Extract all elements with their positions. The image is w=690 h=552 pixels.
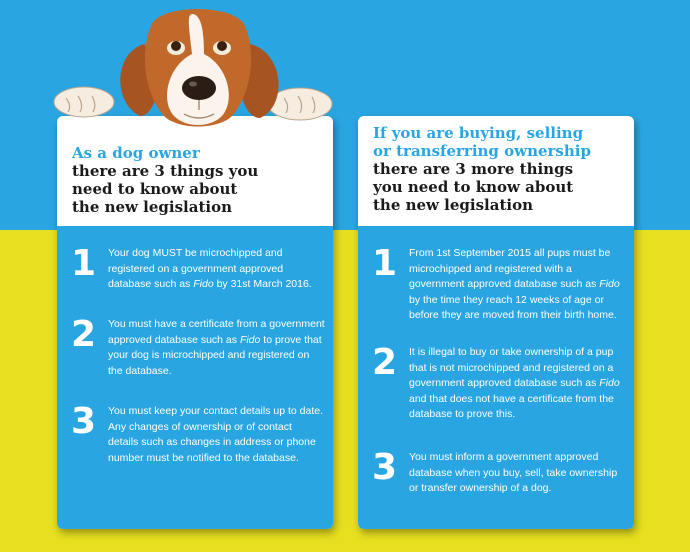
dog-owner-heading-highlight: As a dog owner: [72, 144, 200, 162]
buying-selling-heading-highlight-2: or transferring ownership: [373, 142, 591, 160]
item-number: 3: [71, 401, 97, 442]
dog-owner-heading-line-2: need to know about: [72, 180, 238, 198]
item-text: It is illegal to buy or take ownership of a pup that is not microchipped and registered on a government approved database such as Fido and that does not have a certificate from the database to prove this.: [409, 346, 620, 420]
buying-selling-card: [358, 116, 634, 529]
buying-selling-heading-line-1: there are 3 more things: [373, 160, 574, 178]
beagle-dog-illustration: [52, 4, 337, 134]
buying-selling-card-body: [358, 226, 634, 529]
dog-owner-heading-line-3: the new legislation: [72, 198, 233, 216]
buying-selling-card-header: [358, 116, 634, 222]
buying-selling-heading-line-3: the new legislation: [373, 196, 534, 214]
item-number: 1: [372, 243, 398, 284]
dog-owner-heading: [72, 144, 325, 216]
item-text: From 1st September 2015 all pups must be microchipped and registered with a government approved database such as Fido by the time they reach 12 weeks of age or before they are moved from their birth home.: [409, 247, 620, 321]
buying-selling-heading: [373, 124, 626, 214]
item-text: You must inform a government approved database when you buy, sell, take ownership or transfer ownership of a dog.: [409, 451, 618, 494]
dog-owner-card-body: [57, 226, 333, 529]
dog-owner-heading-line-1: there are 3 things you: [72, 162, 259, 180]
item-number: 3: [372, 447, 398, 488]
item-number: 2: [372, 342, 398, 383]
dog-owner-card: [57, 116, 333, 529]
item-text: Your dog MUST be microchipped and registered on a government approved database such as Fido by 31st March 2016.: [108, 247, 312, 290]
item-number: 2: [71, 314, 97, 355]
item-number: 1: [71, 243, 97, 284]
item-text: You must keep your contact details up to date. Any changes of ownership or of contact details such as changes in address or phone number must be notified to the database.: [108, 405, 323, 464]
buying-selling-heading-highlight-1: If you are buying, selling: [373, 124, 584, 142]
buying-selling-heading-line-2: you need to know about: [373, 178, 574, 196]
item-text: You must have a certificate from a government approved database such as Fido to prove that your dog is microchipped and registered on the database.: [108, 318, 325, 377]
